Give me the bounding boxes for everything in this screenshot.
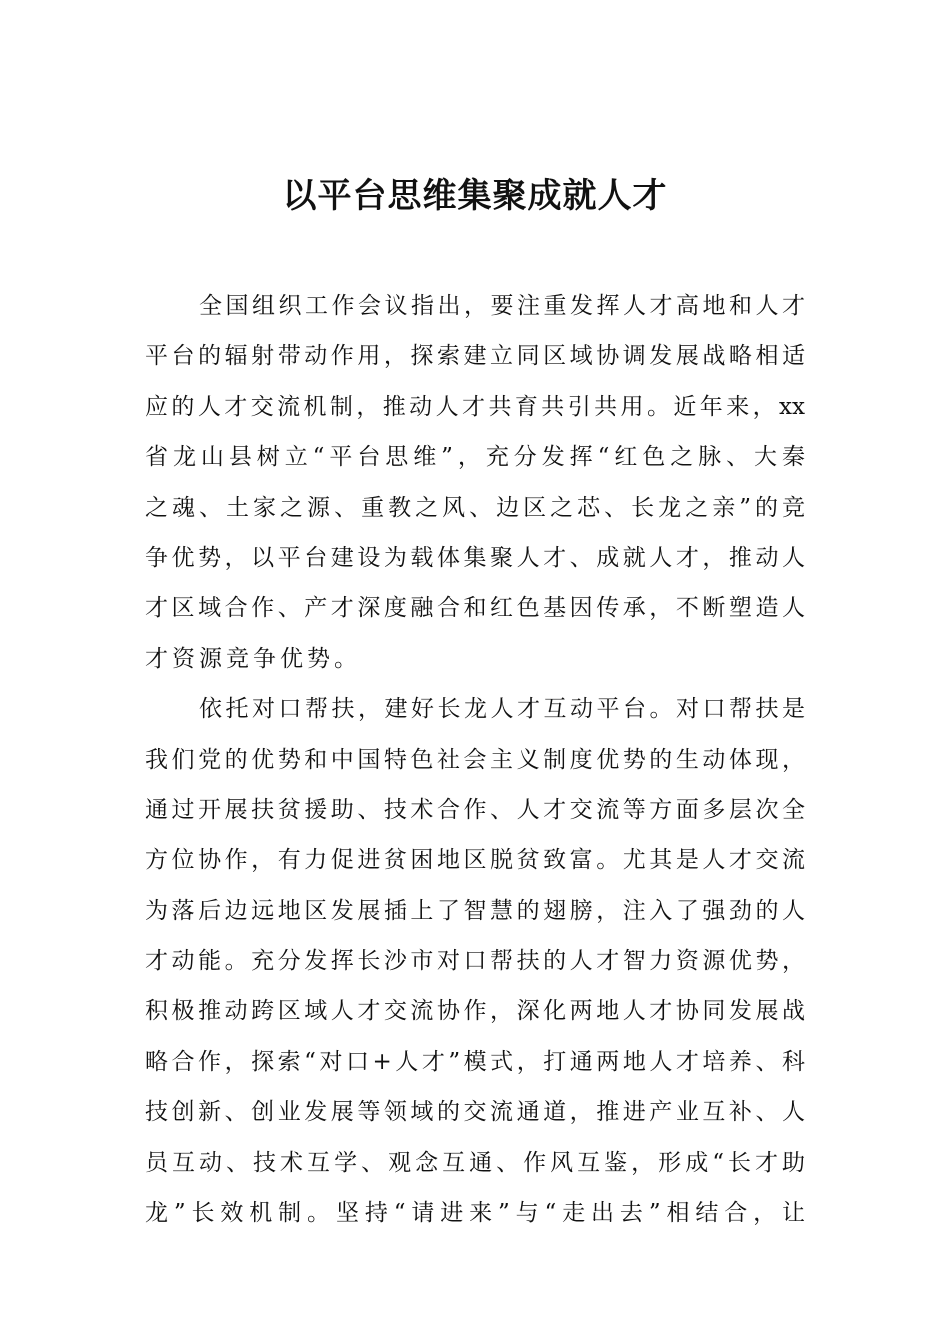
text-line: 全国组织工作会议指出，要注重发挥人才高地和人才: [199, 293, 805, 319]
text-line: 才区域合作、产才深度融合和红色基因传承，不断塑造人: [145, 595, 805, 622]
text-line: 省龙山县树立“平台思维”，充分发挥“红色之脉、大秦: [145, 444, 805, 471]
paragraph-1: [145, 281, 805, 684]
text-line: 争优势，以平台建设为载体集聚人才、成就人才，推动人: [145, 544, 805, 571]
text-line: 员互动、技术互学、观念互通、作风互鉴，形成“长才助: [145, 1149, 805, 1176]
document-title: 以平台思维集聚成就人才: [282, 176, 668, 216]
text-line: 平台的辐射带动作用，探索建立同区域协调发展战略相适: [145, 343, 805, 370]
text-line: 略合作，探索“对口+人才”模式，打通两地人才培养、科: [145, 1048, 805, 1075]
text-line: 之魂、土家之源、重教之风、边区之芯、长龙之亲”的竞: [145, 494, 805, 521]
text-line: 我们党的优势和中国特色社会主义制度优势的生动体现，: [145, 746, 805, 773]
paragraph-2: [145, 684, 805, 1238]
text-line: 通过开展扶贫援助、技术合作、人才交流等方面多层次全: [145, 796, 805, 823]
text-line: 依托对口帮扶，建好长龙人才互动平台。对口帮扶是: [199, 696, 805, 723]
text-line: 为落后边远地区发展插上了智慧的翅膀，注入了强劲的人: [145, 897, 805, 924]
text-line: 才动能。充分发挥长沙市对口帮扶的人才智力资源优势，: [145, 948, 805, 975]
text-line: 技创新、创业发展等领域的交流通道，推进产业互补、人: [145, 1099, 805, 1126]
text-line: 方位协作，有力促进贫困地区脱贫致富。尤其是人才交流: [145, 847, 805, 874]
document-body: [145, 281, 805, 1238]
text-line: 应的人才交流机制，推动人才共育共引共用。近年来，xx: [145, 393, 805, 420]
text-line: 才资源竞争优势。: [145, 645, 361, 672]
text-line: 龙”长效机制。坚持“请进来”与“走出去”相结合，让: [145, 1200, 805, 1227]
text-line: 积极推动跨区域人才交流协作，深化两地人才协同发展战: [145, 998, 805, 1025]
